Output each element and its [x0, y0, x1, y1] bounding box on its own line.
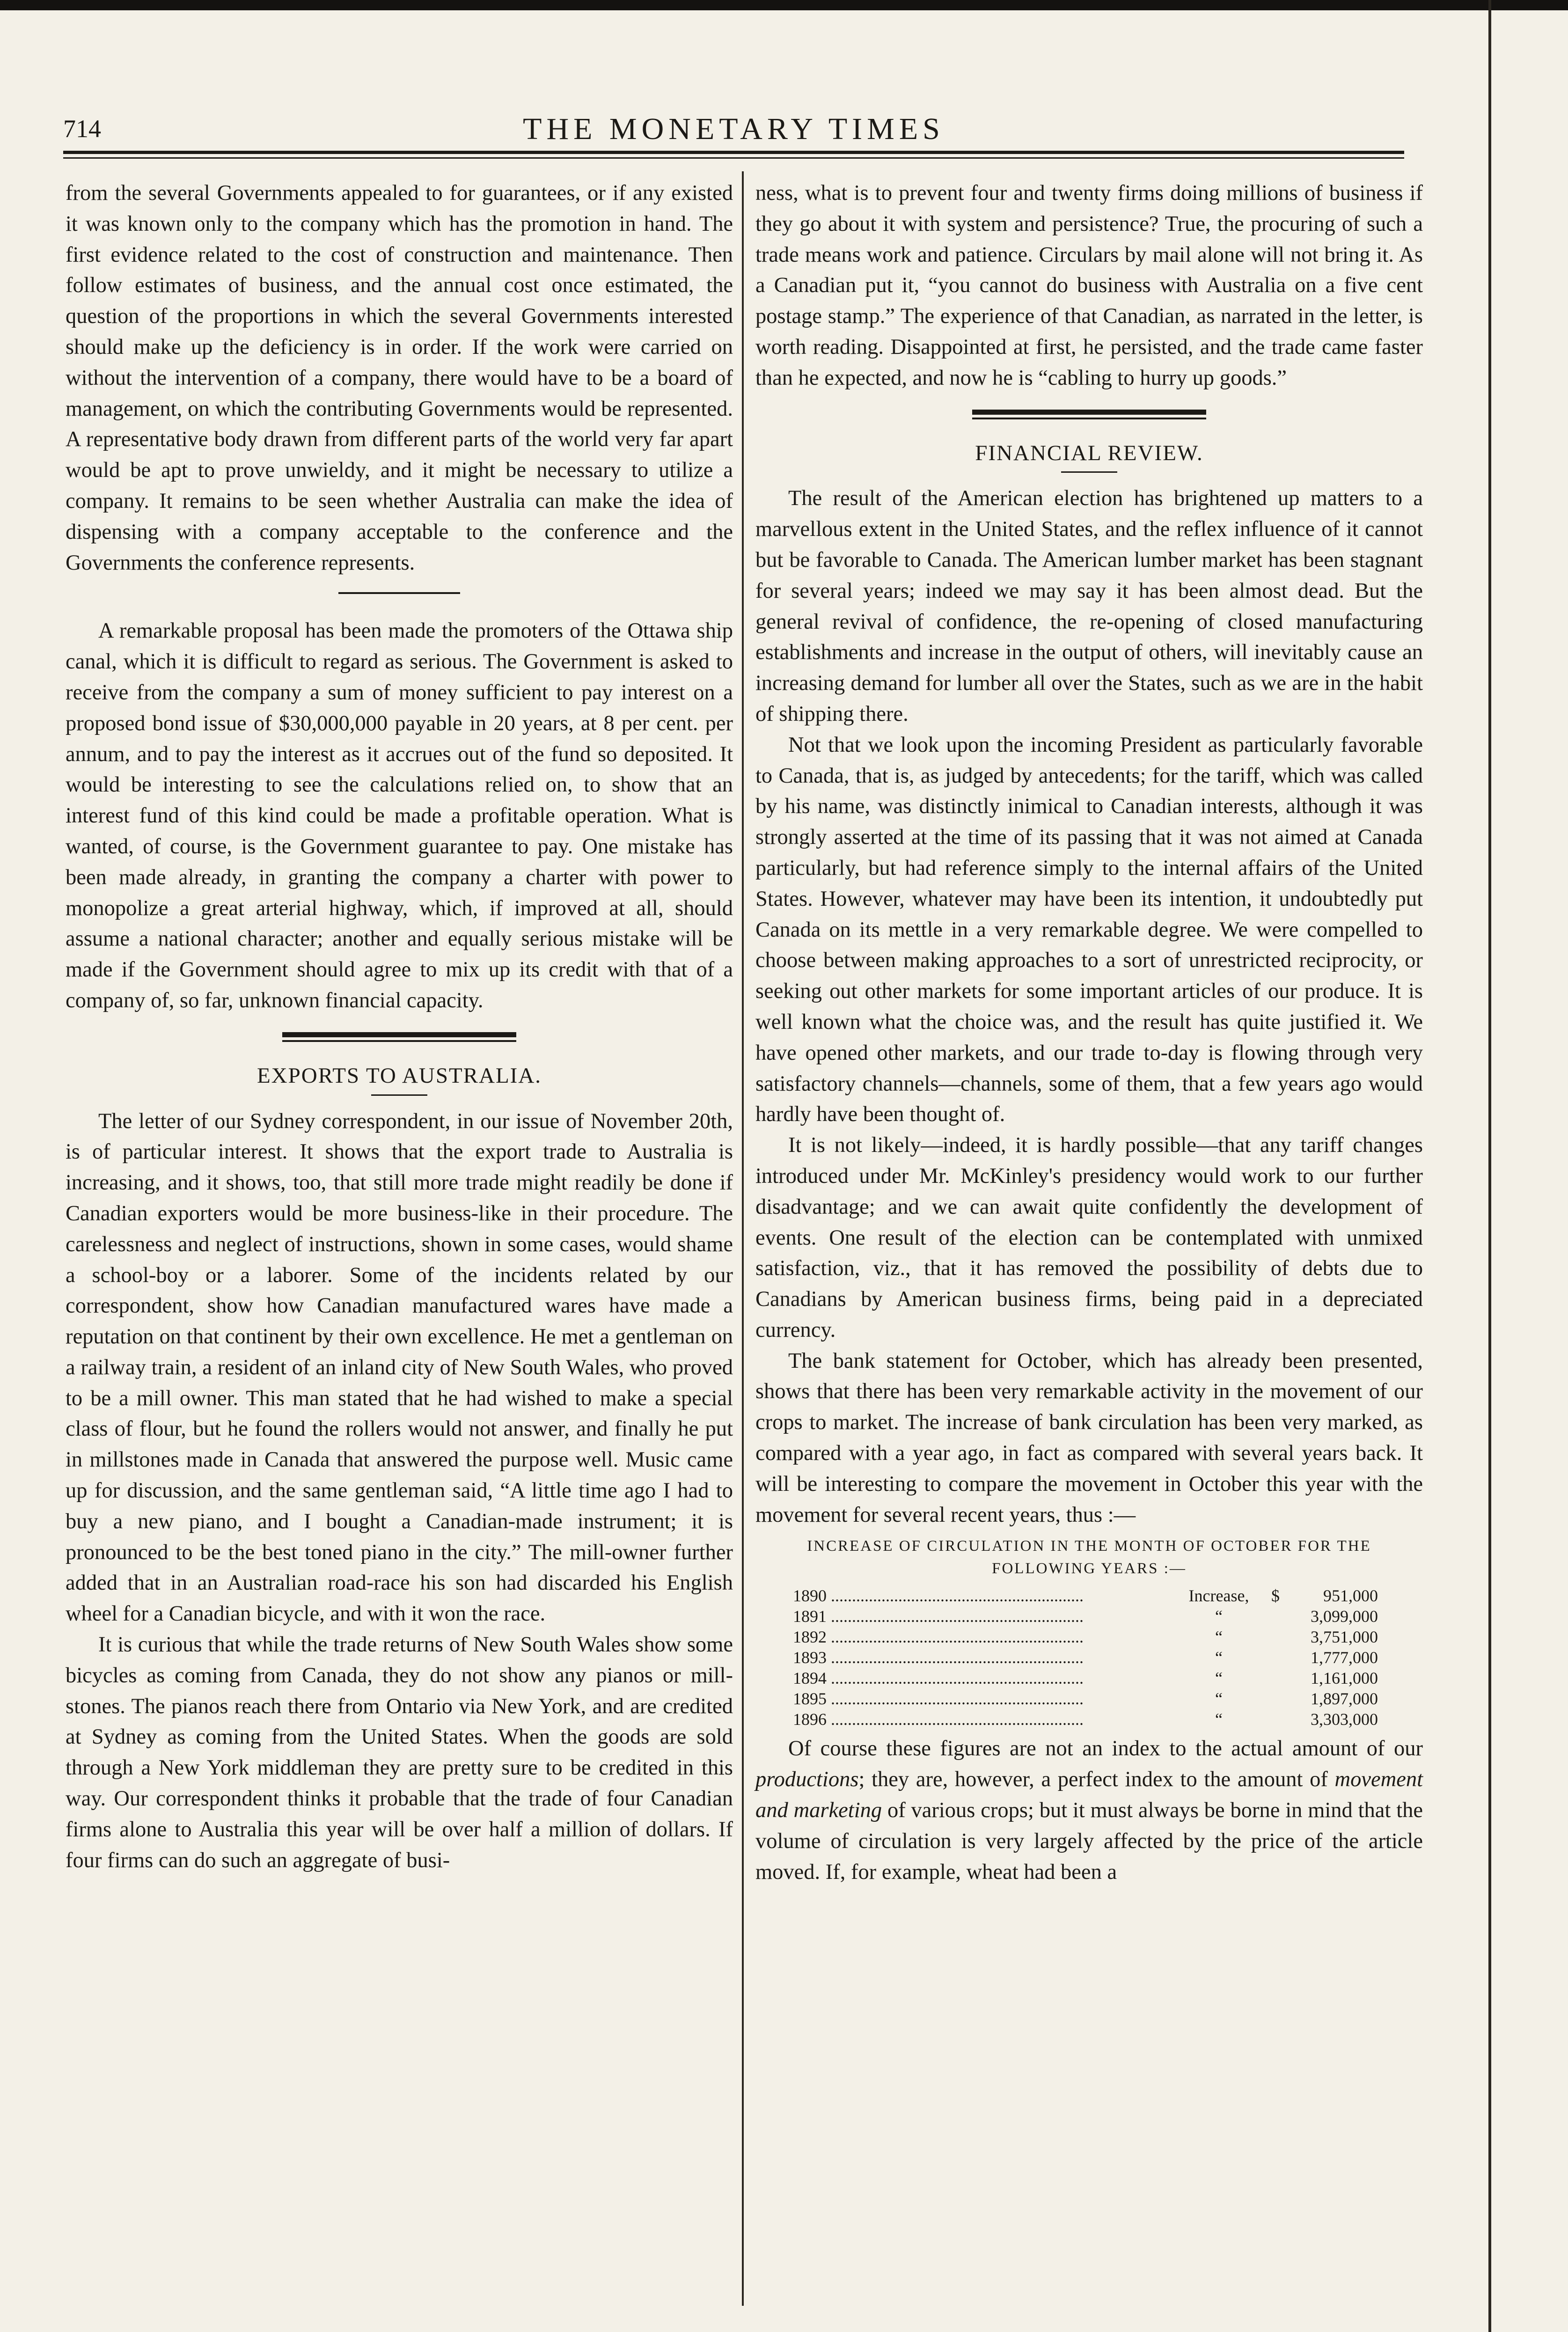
right-column	[755, 178, 1423, 1887]
year-cell: 1890 ............................................................	[793, 1586, 1084, 1606]
table-row	[793, 1688, 1378, 1709]
column-divider	[742, 171, 744, 2306]
amount-cell: 1,161,000	[1311, 1669, 1378, 1688]
currency-cell	[1261, 1688, 1284, 1709]
amount-cell: 1,777,000	[1311, 1648, 1378, 1667]
table-row	[793, 1668, 1378, 1688]
label-cell: “	[1215, 1669, 1223, 1688]
paragraph: It is not likely—indeed, it is hardly possible—that any tariff changes introduced under Mr. McKinley's presidency would work to our further disadvantage; and we can await quite confidently the development of events. One result of the election can be contemplated with unmixed satisfaction, viz., that it has removed the possibility of debts due to Canadians by American business firms, being paid in a depreciated currency.	[755, 1133, 1423, 1342]
label-cell: “	[1215, 1689, 1223, 1709]
table-row	[793, 1606, 1378, 1627]
paragraph: The letter of our Sydney correspondent, in our issue of November 20th, is of particular interest. It shows that the export trade to Australia is increasing, and it shows, too, that still more trade might readily be done if Canadian exporters would be more business-like in their procedure. The carelessness and neglect of instructions, shown in some cases, would shame a school-boy or a laborer. Some of the incidents related by our correspondent, show how Canadian manufactured wares have made a reputation on that continent by their own excellence. He met a gentleman on a railway train, a resident of an inland city of New South Wales, who proved to be a mill owner. This man stated that he had wished to make a special class of flour, but he found the rollers would not answer, and finally he put in millstones made in Canada that answered the purpose well. Music came up for discussion, and the same gentleman said, “A little time ago I had to buy a new piano, and I bought a Canadian-made instrument; it is pronounced to be the best toned piano in the city.” The mill-owner further added that in an Australian road-race his son had discarded his English wheel for a Canadian bicycle, and with it won the race.	[66, 1109, 733, 1626]
year-cell: 1891 ............................................................	[793, 1607, 1084, 1626]
currency-cell	[1261, 1647, 1284, 1668]
top-border-rule	[0, 0, 1568, 10]
paragraph: Not that we look upon the incoming President as particularly favorable to Canada, that is, as judged by antecedents; for the tariff, which was called by his name, was distinctly inimical to Canadian interests, although it was strongly asserted at the time of its passing that it was not aimed at Canada particularly, but had reference simply to the internal affairs of the United States. However, whatever may have been its intention, it undoubtedly put Canada on its mettle in a very remarkable degree. We were compelled to choose between making approaches to a sort of unrestricted reciprocity, or seeking out other markets for some important articles of our produce. It is well known what the choice was, and the result has quite justified it. We have opened other markets, and our trade to-day is flowing through very satisfactory channels—channels, some of them, that a few years ago would hardly have been thought of.	[755, 733, 1423, 1127]
page-header	[63, 111, 1404, 149]
label-cell: Increase,	[1188, 1586, 1249, 1606]
amount-cell: 3,303,000	[1311, 1710, 1378, 1729]
table-row	[793, 1585, 1378, 1606]
header-rule-thick	[63, 151, 1404, 154]
currency-cell	[1261, 1627, 1284, 1647]
currency-cell	[1261, 1606, 1284, 1627]
year-cell: 1895 ............................................................	[793, 1689, 1084, 1709]
amount-cell: 3,099,000	[1311, 1607, 1378, 1626]
amount-cell: 951,000	[1323, 1586, 1378, 1606]
heading-underline	[371, 1094, 427, 1096]
label-cell: “	[1215, 1648, 1223, 1667]
circulation-table	[793, 1585, 1378, 1730]
section-double-rule	[972, 410, 1206, 419]
paragraph: The result of the American election has brightened up matters to a marvellous extent in the United States, and the reflex influence of it cannot but be favorable to Canada. The American lumber market has been stagnant for several years; indeed we may say it has been almost dead. But the general revival of confidence, the re-opening of closed manufacturing establishments and increase in the output of others, will inevitably cause an increasing demand for lumber all over the States, such as we are in the habit of shipping there.	[755, 486, 1423, 726]
amount-cell: 1,897,000	[1311, 1689, 1378, 1709]
page-number: 714	[63, 115, 101, 143]
label-cell: “	[1215, 1710, 1223, 1729]
label-cell: “	[1215, 1628, 1223, 1647]
table-caption: INCREASE OF CIRCULATION IN THE MONTH OF OCTOBER FOR THE FOLLOWING YEARS :—	[807, 1538, 1371, 1577]
paragraph: A remarkable proposal has been made the promoters of the Ottawa ship canal, which it is difficult to regard as serious. The Government is asked to receive from the company a sum of money sufficient to pay interest on a proposed bond issue of $30,000,000 payable in 20 years, at 8 per cent. per annum, and to pay the interest as it accrues out of the fund so deposited. It would be interesting to see the calculations relied on, to show that an interest fund of this kind could be made a profitable operation. What is wanted, of course, is the Government guarantee to pay. One mistake has been made already, in granting the company a charter with power to monopolize a great arterial highway, which, if improved at all, should assume a national character; another and equally serious mistake will be made if the Government should agree to mix up its credit with that of a company of, so far, unknown financial capacity.	[66, 619, 733, 1012]
label-cell: “	[1215, 1607, 1223, 1626]
currency-cell	[1261, 1709, 1284, 1730]
year-cell: 1892 ............................................................	[793, 1628, 1084, 1647]
heading-underline	[1061, 471, 1117, 473]
table-row	[793, 1627, 1378, 1647]
section-separator	[338, 592, 460, 594]
table-row	[793, 1709, 1378, 1730]
masthead-title: THE MONETARY TIMES	[523, 112, 945, 146]
paragraph: The bank statement for October, which has already been presented, shows that there has been very remarkable activity in the movement of our crops to market. The increase of bank circulation has been very marked, as compared with a year ago, in fact as compared with several years back. It will be interesting to compare the movement in October this year with the movement for several recent years, thus :—	[755, 1349, 1423, 1527]
year-cell: 1893 ............................................................	[793, 1648, 1084, 1667]
currency-cell: $	[1271, 1586, 1280, 1606]
section-heading: EXPORTS TO AUSTRALIA.	[256, 1063, 542, 1088]
currency-cell	[1261, 1668, 1284, 1688]
amount-cell: 3,751,000	[1311, 1628, 1378, 1647]
year-cell: 1894 ............................................................	[793, 1669, 1084, 1688]
left-column	[66, 178, 733, 1876]
year-cell: 1896 ............................................................	[793, 1710, 1084, 1729]
paragraph: ness, what is to prevent four and twenty firms doing millions of business if they go about it with system and persistence? True, the procuring of such a trade means work and patience. Circulars by mail alone will not bring it. As a Canadian put it, “you cannot do business with Australia on a five cent postage stamp.” The experience of that Canadian, as narrated in the letter, is worth reading. Disappointed at first, he persisted, and the trade came faster than he expected, and now he is “cabling to hurry up goods.”	[755, 181, 1423, 390]
header-rule-thin	[63, 157, 1404, 159]
paragraph: from the several Governments appealed to for guarantees, or if any existed it was known only to the company which has the promotion in hand. The first evidence related to the cost of construction and maintenance. Then follow estimates of business, and the annual cost once estimated, the question of the proportions in which the several Governments interested should make up the deficiency is in order. If the work were carried on without the intervention of a company, there would have to be a board of management, on which the contributing Governments would be represented. A representative body drawn from different parts of the world very far apart would be apt to prove unwieldy, and it might be necessary to utilize a company. It remains to be seen whether Australia can make the idea of dispensing with a company acceptable to the conference and the Governments the conference represents.	[66, 181, 733, 575]
table-row	[793, 1647, 1378, 1668]
section-double-rule	[282, 1032, 516, 1042]
paragraph: It is curious that while the trade returns of New South Wales show some bicycles as coming from Canada, they do not show any pianos or mill-stones. The pianos reach there from Ontario via New York, and are credited at Sydney as coming from the United States. When the goods are sold through a New York middleman they are pretty sure to be credited in this way. Our correspondent thinks it probable that the trade of four Canadian firms alone to Australia this year will be over half a million of dollars. If four firms can do such an aggregate of busi-	[66, 1633, 733, 1872]
page-edge-rule	[1488, 0, 1491, 2332]
section-heading: FINANCIAL REVIEW.	[975, 440, 1203, 465]
paragraph: Of course these figures are not an index to the actual amount of our productions; they are, however, a perfect index to the amount of movement and marketing of various crops; but it must always be borne in mind that the volume of circulation is very largely affected by the price of the article moved. If, for example, wheat had been a	[755, 1737, 1423, 1884]
